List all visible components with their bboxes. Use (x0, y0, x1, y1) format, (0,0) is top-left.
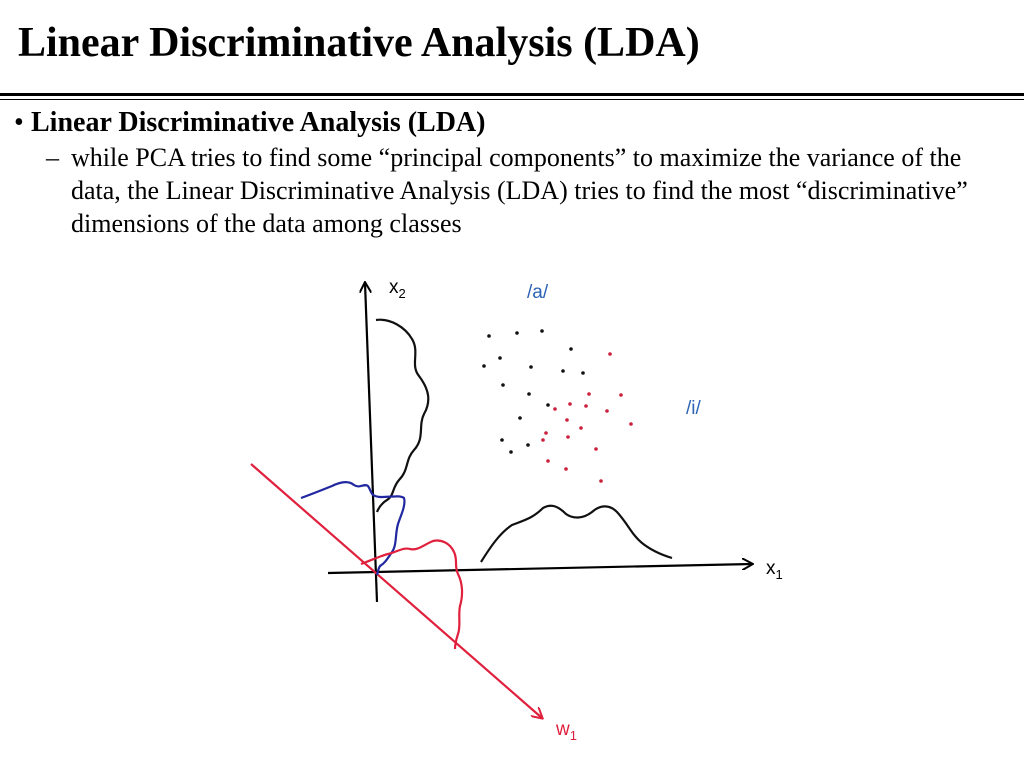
x2-density-curve (376, 320, 428, 512)
class-a-point (527, 392, 531, 396)
class-a-point (540, 329, 544, 333)
class-i-point (565, 418, 569, 422)
class-i-points (541, 352, 633, 483)
class-i-point (546, 459, 550, 463)
class-a-point (546, 403, 550, 407)
class-i-point (629, 422, 633, 426)
class-a-label: /a/ (527, 282, 549, 303)
sub-bullet-text: while PCA tries to find some “principal components” to maximize the variance of the data, the Linear Discriminative Analysis (LDA) tries to find the most “discriminative” dimensions of the data among classes (71, 143, 968, 238)
class-i-point (605, 409, 609, 413)
class-a-point (561, 369, 565, 373)
class-a-point (500, 438, 504, 442)
sub-bullet-marker: – (46, 143, 59, 172)
class-a-points (482, 329, 585, 454)
x1-axis-label: $x_1$ (766, 558, 783, 582)
w1-label: $w_1$ (556, 719, 577, 743)
class-i-point (599, 479, 603, 483)
class-i-point (579, 426, 583, 430)
class-a-point (509, 450, 513, 454)
class-a-point (526, 443, 530, 447)
bullet-marker: • (14, 107, 24, 138)
class-a-point (581, 371, 585, 375)
class-i-point (568, 402, 572, 406)
x2-axis-label: $x_2$ (389, 277, 406, 301)
x2-axis (365, 283, 377, 602)
class-a-point (501, 383, 505, 387)
bullet-heading: Linear Discriminative Analysis (LDA) (31, 107, 486, 138)
blue-projected-density (301, 482, 404, 575)
class-i-point (587, 392, 591, 396)
x1-axis (328, 564, 752, 573)
class-i-point (544, 431, 548, 435)
class-i-point (541, 438, 545, 442)
w1-projection-line (251, 464, 542, 718)
class-a-point (569, 347, 573, 351)
class-i-label: /i/ (686, 398, 701, 419)
class-i-point (566, 435, 570, 439)
class-i-point (564, 467, 568, 471)
class-i-point (619, 393, 623, 397)
slide-title: Linear Discriminative Analysis (LDA) (18, 20, 700, 66)
class-a-point (518, 416, 522, 420)
class-a-point (498, 356, 502, 360)
x1-density-curve (481, 506, 672, 562)
class-a-point (529, 365, 533, 369)
class-i-point (584, 404, 588, 408)
class-a-point (487, 334, 491, 338)
class-a-point (482, 364, 486, 368)
class-a-point (515, 331, 519, 335)
class-i-point (553, 407, 557, 411)
class-i-point (594, 447, 598, 451)
class-i-point (608, 352, 612, 356)
